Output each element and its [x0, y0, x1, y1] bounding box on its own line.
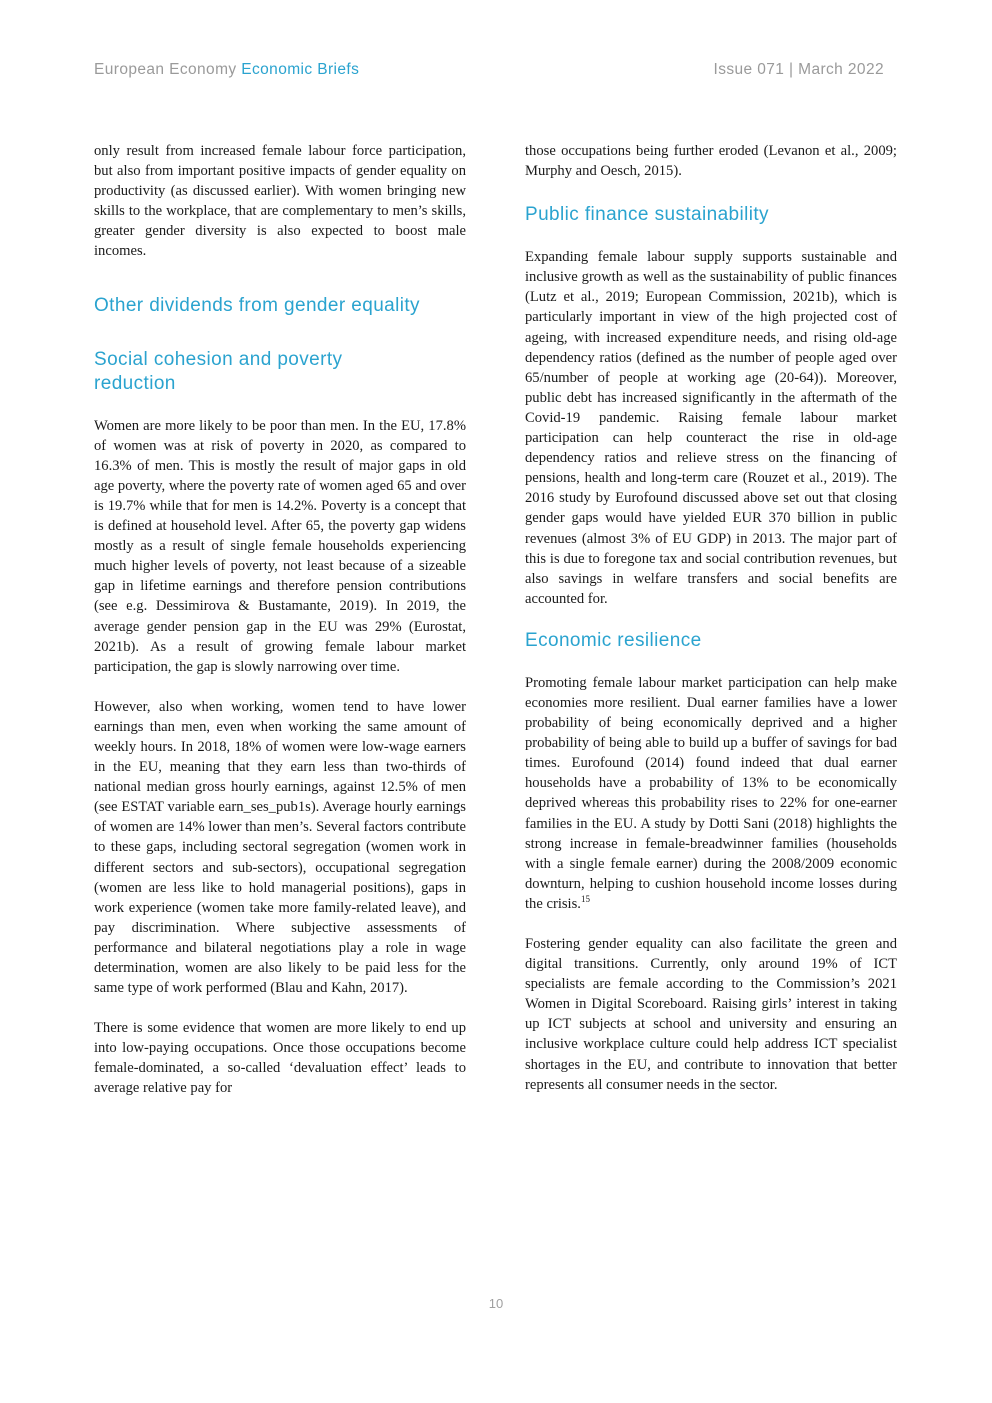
- heading-social-cohesion: [94, 348, 466, 396]
- heading-other-dividends: Other dividends from gender equality: [94, 294, 420, 316]
- paragraph-poverty: Women are more likely to be poor than men. In the EU, 17.8% of women was at risk of poverty in 2020, as compared to 16.3% of men. This is mostly the result of major gaps in old age poverty, where the poverty rate of women aged 65 and over is 19.7% while that for men is 14.2%. Poverty is a concept that is defined at household level. After 65, the poverty gap widens mostly as a result of single female households experiencing much higher levels of poverty, not least because of a sizeable gap in lifetime earnings and therefore pension contributions (see e.g. Dessimirova & Bustamante, 2019). In 2019, the average gender pension gap in the EU was 29% (Eurostat, 2021b). As a result of growing female labour market participation, the gap is slowly narrowing over time.: [94, 417, 466, 675]
- header-publication-name: European Economy: [94, 61, 237, 78]
- paragraph-resilience-text: Promoting female labour market participation can help make economies more resilient. Dual earner families have a lower probability of being economically deprived and a higher probability of being able to build up a buffer of savings for bad times. Eurofound (2014) found indeed that dual earner households have a probability of 13% to be economically deprived whereas this probability rises to 22% for one-earner families in the EU. A study by Dotti Sani (2018) highlights the strong increase in female-breadwinner families (households with a single female earner) during the 2008/2009 economic downturn, helping to cushion household income losses during the crisis.: [525, 674, 897, 912]
- paragraph-digital: Fostering gender equality can also facilitate the green and digital transitions. Currently, only around 19% of ICT specialists are female according to the Commission’s 2021 Women in Digital Scoreboard. Raising girls’ interest in taking up ICT subjects at school and university and ensuring an inclusive workplace culture could help address ICT specialist shortages in the EU, and contribute to innovation that better represents all consumer needs in the sector.: [525, 936, 897, 1093]
- page-number: 10: [488, 1296, 504, 1311]
- paragraph-earnings: However, also when working, women tend to have lower earnings than men, even when working the same amount of weekly hours. In 2018, 18% of women were low-wage earners in the EU, meaning that they earn less than two-thirds of national median gross hourly earnings, against 12.5% of men (see ESTAT variable earn_ses_pub1s). Average hourly earnings of women are 14% lower than men’s. Several factors contribute to these gaps, including sectoral segregation (women work in different sectors and sub-sectors), occupational segregation (women are less like to hold managerial positions), gaps in work experience (women take more family-related leave), and pay discrimination. Where subjective assessments of performance and bilateral negotiations play a role in wage determination, women are also likely to be paid less for the same type of work performed (Blau and Kahn, 2017).: [94, 698, 467, 997]
- left-column: [94, 141, 466, 1119]
- header-publication: [94, 61, 359, 79]
- footnote-marker[interactable]: 15: [580, 893, 590, 904]
- right-column: [525, 141, 897, 1115]
- paragraph-resilience: [525, 673, 897, 914]
- heading-economic-resilience: Economic resilience: [525, 629, 702, 651]
- header-issue-date: Issue 071 | March 2022: [713, 61, 884, 78]
- header-series-name: Economic Briefs: [241, 61, 360, 78]
- paragraph-public-finance: Expanding female labour supply supports sustainable and inclusive growth as well as the sustainability of public finances (Lutz et al., 2019; European Commission, 2021b), which is particularly important in view of the high projected cost of ageing, with increased expenditure needs, and rising old-age dependency ratios (defined as the number of people aged over 65/number of people at working age (20-64)). Moreover, public debt has increased significantly in the aftermath of the Covid-19 pandemic. Raising female labour market participation can help counteract the rise in old-age dependency ratios and relieve stress on the financing of pensions, health and long-term care (Rouzet et al., 2019). The 2016 study by Eurofound discussed above set out that closing gender gaps would have yielded EUR 370 billion in public revenues (almost 3% of EU GDP) in 2013. The major part of this is due to foregone tax and social contribution revenues, but also savings in welfare transfers and social benefits are accounted for.: [525, 249, 897, 607]
- heading-social-cohesion-line2: reduction: [94, 372, 176, 394]
- running-header: [94, 61, 884, 81]
- heading-public-finance: Public finance sustainability: [525, 204, 769, 226]
- paragraph-occupations-continued: those occupations being further eroded (Levanon et al., 2009; Murphy and Oesch, 2015).: [525, 143, 897, 180]
- heading-social-cohesion-line1: Social cohesion and poverty: [94, 348, 343, 370]
- paragraph-intro-continued: only result from increased female labour force participation, but also from important positive impacts of gender equality on productivity (as discussed earlier). With women bringing new skills to the workplace, that are complementary to men’s skills, greater gender diversity is also expected to boost male incomes.: [94, 143, 466, 260]
- paragraph-devaluation: There is some evidence that women are more likely to end up into low-paying occupations. Once those occupations become female-dominated, a so-called ‘devaluation effect’ leads to average relative pay for: [94, 1020, 466, 1097]
